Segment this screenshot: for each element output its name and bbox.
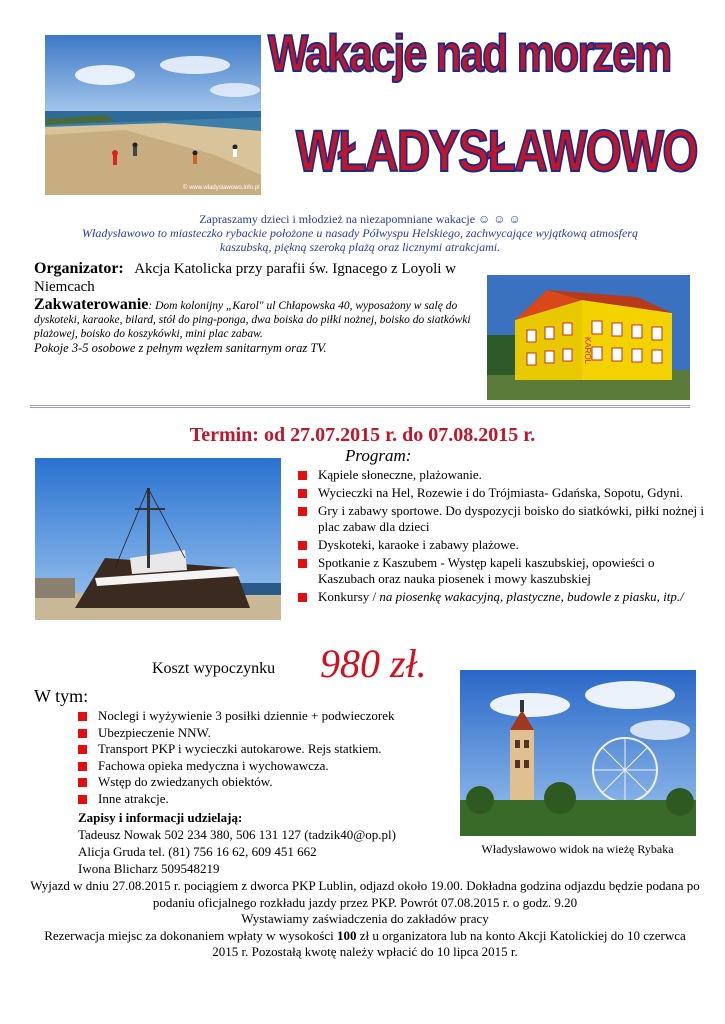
footer-line1: Wyjazd w dniu 27.08.2015 r. pociągiem z dworca PKP Lublin, odjazd około 19.00. Dokładna godzina odjazdu będzie podana po podaniu oficjalnego rozkładu jazdy przez PKP. Powrót 07.08.2015 r. o godz. 9.20 [30,878,700,910]
contacts-list [78,826,396,877]
page-title-line1: Wakacje nad morzem [268,25,671,83]
accommodation: Zakwaterowanie: Dom kolonijny „Karol" ul Chłapowska 40, wyposażony w salę do dyskoteki, karaoke, bilard, stół do ping-ponga, dwa boiska do piłki nożnej, boisko do siatkówki plażowej, boisko do koszykówki, mini plac zabaw. Pokoje 3-5 osobowe z pełnym węzłem sanitarnym oraz TV. [34,298,484,355]
list-item: Spotkanie z Kaszubem - Występ kapeli kaszubskiej, opowieści o Kaszubach oraz nauka piosenek i mowy kaszubskiej [296,555,706,587]
termin-heading: Termin: od 27.07.2015 r. do 07.08.2015 r. [189,424,536,446]
list-item: Transport PKP i wycieczki autokarowe. Rejs statkiem. [76,741,476,758]
program-list [296,467,706,607]
footer-line3: Rezerwacja miejsc za dokonaniem wpłaty w wysokości 100 zł u organizatora lub na konto Akcji Katolickiej do 10 czerwca 2015 r. Pozostałą kwotę należy wpłacić do 10 lipca 2015 r. [44,927,686,959]
organizer-label: Organizator [34,260,119,277]
intro-text [40,212,680,254]
list-item: Inne atrakcje. [76,791,476,808]
intro-line1: Zapraszamy dzieci i młodzież na niezapomniane wakacje ☺ ☺ ☺ [199,212,521,226]
cost-label: Koszt wypoczynku [152,660,276,677]
list-item: Dyskoteki, karaoke i zabawy plażowe. [296,537,706,553]
list-item: Wstęp do zwiedzanych obiektów. [76,774,476,791]
building-sign: KAROL [583,337,592,365]
beach-photo [45,35,261,195]
intro-line3: kaszubską, piękną szeroką plażą oraz licznymi atrakcjami. [219,240,501,254]
accommodation-rooms: Pokoje 3-5 osobowe z pełnym węzłem sanitarnym oraz TV. [34,341,327,355]
intro-line2: Władysławowo to miasteczko rybackie położone u nasady Półwyspu Helskiego, zachwycające wyjątkową atmosferą [82,226,638,240]
contact-person: Iwona Blicharz 509548219 [78,861,220,876]
footer-line2: Wystawiamy zaświadczenia do zakładów pracy [241,911,489,926]
list-item: Gry i zabawy sportowe. Do dyspozycji boisko do siatkówki, piłki nożnej i plac zabaw dla dzieci [296,503,706,535]
section-divider [30,405,690,416]
accommodation-label: Zakwaterowanie [34,296,149,313]
program-title: Program: [345,446,412,465]
list-item: Konkursy / na piosenkę wakacyjną, plastyczne, budowle z piasku, itp./ [296,589,706,605]
cost-value: 980 zł. [320,641,427,686]
includes-list [76,708,476,807]
list-item: Ubezpieczenie NNW. [76,725,476,742]
list-item: Fachowa opieka medyczna i wychowawcza. [76,758,476,775]
includes-title: W tym: [34,686,89,706]
list-item: Kąpiele słoneczne, plażowanie. [296,467,706,483]
ship-photo [35,458,281,620]
organizer: Organizator: Akcja Katolicka przy parafii św. Ignacego z Loyoli w Niemcach [34,260,457,295]
footer-info [30,878,700,961]
list-item: Noclegi i wyżywienie 3 posiłki dziennie + podwieczorek [76,708,476,725]
accommodation-text: Dom kolonijny „Karol" ul Chłapowska 40, wyposażony w salę do dyskoteki, karaoke, bilard, stół do ping-ponga, dwa boiska do piłki nożnej, boisko do siatkówki plażowej, boisko do koszykówki, mini plac zabaw. [34,300,471,340]
organizer-text: Akcja Katolicka przy parafii św. Ignacego z Loyoli w Niemcach [34,261,457,295]
contact-person: Tadeusz Nowak 502 234 380, 506 131 127 (tadzik40@op.pl) [78,827,396,842]
contacts-title: Zapisy i informacji udzielają: [78,810,243,825]
beach-watermark: © www.wladyslawowo.info.pl [183,185,260,191]
tower-photo [460,670,696,836]
building-photo [487,275,690,400]
tower-caption: Władysławowo widok na wieżę Rybaka [481,842,674,856]
list-item: Wycieczki na Hel, Rozewie i do Trójmiasta- Gdańska, Sopotu, Gdyni. [296,485,706,501]
page-title-line2: WŁADYSŁAWOWO [296,119,697,184]
contact-person: Alicja Gruda tel. (81) 756 16 62, 609 451 662 [78,844,317,859]
